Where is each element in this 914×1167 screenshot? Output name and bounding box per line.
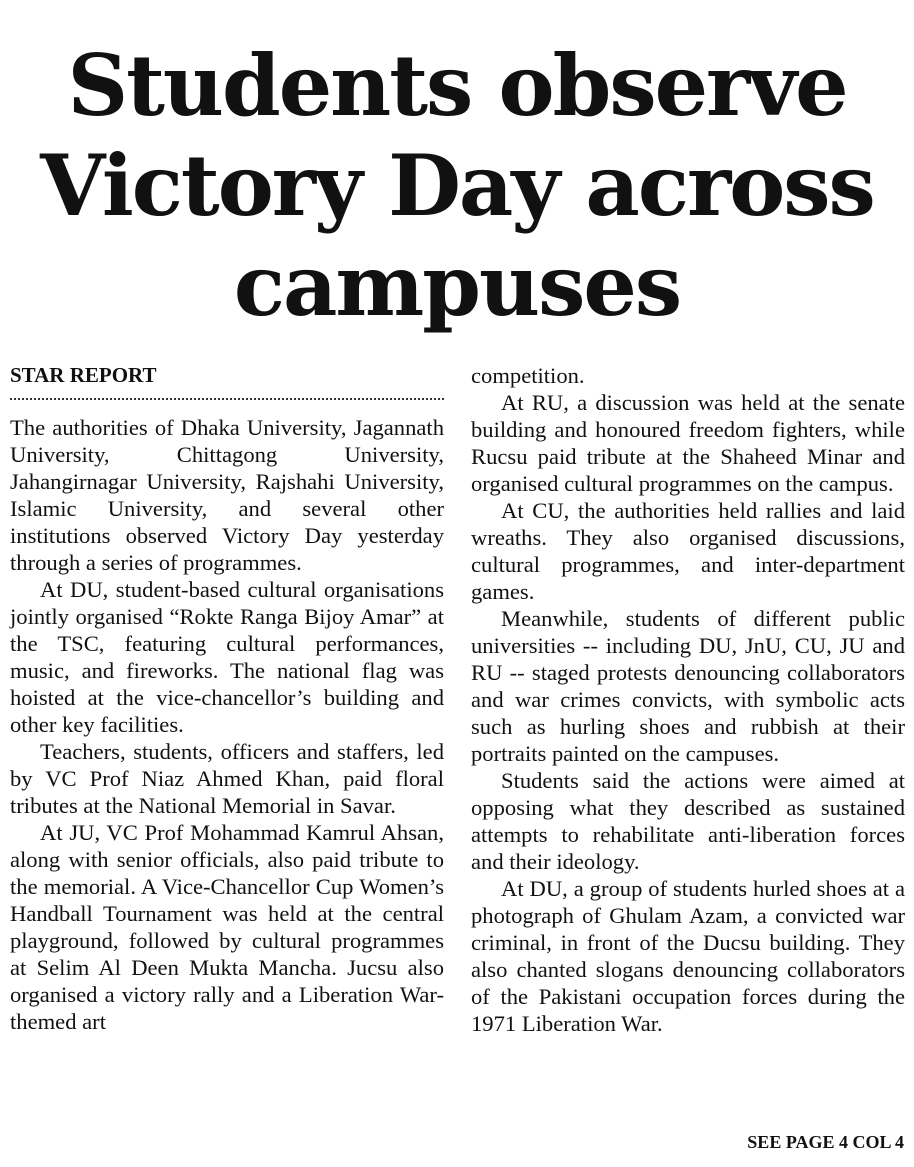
paragraph-teachers: Teachers, students, officers and staffers, led by VC Prof Niaz Ahmed Khan, paid floral tributes at the National Memorial in Savar. bbox=[10, 739, 444, 818]
paragraph-ju: At JU, VC Prof Mohammad Kamrul Ahsan, along with senior officials, also paid tribute to the memorial. A Vice-Chancellor Cup Women’s Handball Tournament was held at the central playground, followed by cultural programmes at Selim Al Deen Mukta Mancha. Jucsu also organised a victory rally and a Liberation War-themed art bbox=[10, 820, 444, 1034]
paragraph-du: At DU, student-based cultural organisations jointly organised “Rokte Ranga Bijoy Amar” at the TSC, featuring cultural performances, music, and fireworks. The national flag was hoisted at the vice-chancellor’s building and other key facilities. bbox=[10, 577, 444, 737]
jump-line: SEE PAGE 4 COL 4 bbox=[747, 1132, 904, 1152]
paragraph-protests: Meanwhile, students of different public universities -- including DU, JnU, CU, JU and RU -- staged protests denouncing collaborators and war crimes convicts, with symbolic acts such as hurling shoes and rubbish at their portraits painted on the campuses. bbox=[471, 606, 905, 766]
article-column-right bbox=[471, 362, 905, 1037]
paragraph-students-said: Students said the actions were aimed at opposing what they described as sustained attempts to rehabilitate anti-liberation forces and their ideology. bbox=[471, 768, 905, 874]
paragraph-cu: At CU, the authorities held rallies and laid wreaths. They also organised discussions, cultural programmes, and inter-department games. bbox=[471, 498, 905, 604]
headline bbox=[0, 36, 914, 336]
paragraph-ghulam-azam: At DU, a group of students hurled shoes at a photograph of Ghulam Azam, a convicted war criminal, in front of the Ducsu building. They also chanted slogans denouncing collaborators of the Pakistani occupation forces during the 1971 Liberation War. bbox=[471, 876, 905, 1036]
headline-line-3: campuses bbox=[233, 236, 681, 335]
article-column-left bbox=[10, 414, 444, 1035]
headline-line-2: Victory Day across bbox=[40, 136, 874, 235]
headline-line-1: Students observe bbox=[67, 36, 847, 135]
byline: STAR REPORT bbox=[10, 363, 157, 387]
paragraph-intro: The authorities of Dhaka University, Jagannath University, Chittagong University, Jahangirnagar University, Rajshahi University, Islamic University, and several other institutions observed Victory Day yesterday through a series of programmes. bbox=[10, 415, 444, 575]
byline-divider bbox=[10, 398, 444, 400]
paragraph-continuation: competition. bbox=[471, 363, 585, 388]
paragraph-ru: At RU, a discussion was held at the senate building and honoured freedom fighters, while Rucsu paid tribute at the Shaheed Minar and organised cultural programmes on the campus. bbox=[471, 390, 905, 496]
